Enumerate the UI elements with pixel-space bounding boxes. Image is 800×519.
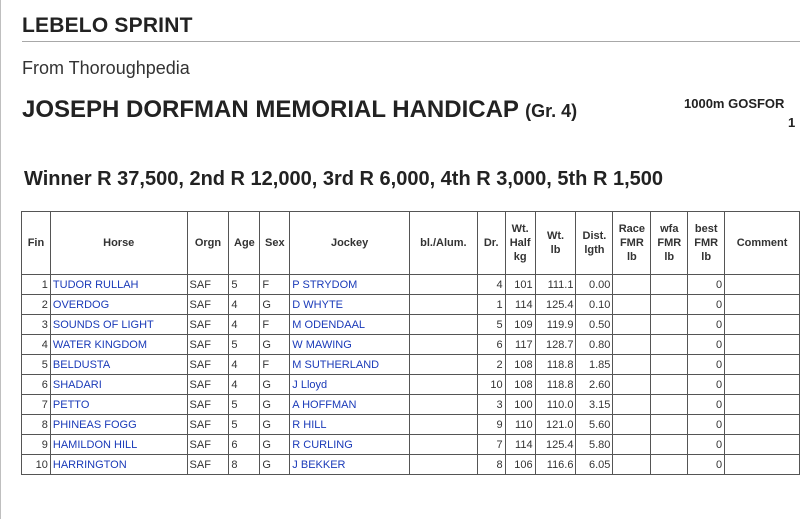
cell-comment [725, 435, 800, 455]
cell-horse-link[interactable]: PHINEAS FOGG [50, 415, 187, 435]
cell-wt-lb: 118.8 [535, 355, 576, 375]
cell-age: 5 [229, 395, 260, 415]
cell-dist-lgth: 0.10 [576, 295, 613, 315]
table-row [22, 275, 800, 295]
cell-best-fmr: 0 [688, 335, 725, 355]
cell-dr: 7 [477, 435, 505, 455]
title-divider [22, 41, 800, 42]
cell-horse-link[interactable]: SOUNDS OF LIGHT [50, 315, 187, 335]
cell-dist-lgth: 1.85 [576, 355, 613, 375]
cell-fin: 1 [22, 275, 51, 295]
cell-best-fmr: 0 [688, 415, 725, 435]
cell-dr: 4 [477, 275, 505, 295]
cell-jockey-link[interactable]: M ODENDAAL [290, 315, 410, 335]
cell-horse-link[interactable]: PETTO [50, 395, 187, 415]
cell-race-fmr [613, 375, 651, 395]
cell-horse-link[interactable]: WATER KINGDOM [50, 335, 187, 355]
cell-sex: G [260, 415, 290, 435]
cell-sex: G [260, 395, 290, 415]
cell-comment [725, 295, 800, 315]
cell-wt-half-kg: 100 [505, 395, 535, 415]
cell-best-fmr: 0 [688, 355, 725, 375]
cell-age: 5 [229, 415, 260, 435]
cell-orgn: SAF [187, 415, 229, 435]
cell-wfa-fmr [651, 455, 688, 475]
cell-horse-link[interactable]: BELDUSTA [50, 355, 187, 375]
table-row [22, 415, 800, 435]
cell-wt-half-kg: 114 [505, 295, 535, 315]
cell-horse-link[interactable]: HARRINGTON [50, 455, 187, 475]
race-name: JOSEPH DORFMAN MEMORIAL HANDICAP [22, 96, 519, 123]
col-header-wt-half-kg: Wt. Half kg [505, 212, 535, 275]
cell-sex: G [260, 295, 290, 315]
col-header-dist-lgth: Dist. lgth [576, 212, 613, 275]
cell-wt-lb: 110.0 [535, 395, 576, 415]
cell-dist-lgth: 5.60 [576, 415, 613, 435]
cell-horse-link[interactable]: HAMILDON HILL [50, 435, 187, 455]
cell-jockey-link[interactable]: R HILL [290, 415, 410, 435]
cell-race-fmr [613, 395, 651, 415]
cell-dist-lgth: 3.15 [576, 395, 613, 415]
col-header-age: Age [229, 212, 260, 275]
cell-jockey-link[interactable]: J Lloyd [290, 375, 410, 395]
cell-blalum [409, 455, 477, 475]
cell-best-fmr: 0 [688, 295, 725, 315]
cell-jockey-link[interactable]: J BEKKER [290, 455, 410, 475]
cell-horse-link[interactable]: SHADARI [50, 375, 187, 395]
table-row [22, 395, 800, 415]
cell-wt-half-kg: 117 [505, 335, 535, 355]
cell-jockey-link[interactable]: P STRYDOM [290, 275, 410, 295]
cell-orgn: SAF [187, 455, 229, 475]
cell-blalum [409, 335, 477, 355]
cell-wt-lb: 125.4 [535, 435, 576, 455]
race-number: 1 [788, 115, 796, 130]
cell-age: 5 [229, 275, 260, 295]
cell-age: 8 [229, 455, 260, 475]
cell-best-fmr: 0 [688, 395, 725, 415]
cell-best-fmr: 0 [688, 455, 725, 475]
cell-age: 4 [229, 315, 260, 335]
cell-wfa-fmr [651, 375, 688, 395]
cell-race-fmr [613, 295, 651, 315]
cell-race-fmr [613, 275, 651, 295]
cell-comment [725, 415, 800, 435]
cell-wt-half-kg: 101 [505, 275, 535, 295]
cell-comment [725, 395, 800, 415]
cell-best-fmr: 0 [688, 375, 725, 395]
cell-age: 4 [229, 355, 260, 375]
cell-best-fmr: 0 [688, 275, 725, 295]
cell-wt-lb: 121.0 [535, 415, 576, 435]
cell-sex: G [260, 375, 290, 395]
cell-jockey-link[interactable]: A HOFFMAN [290, 395, 410, 415]
cell-sex: G [260, 435, 290, 455]
col-header-comment: Comment [725, 212, 800, 275]
cell-race-fmr [613, 315, 651, 335]
cell-age: 6 [229, 435, 260, 455]
prize-money: Winner R 37,500, 2nd R 12,000, 3rd R 6,000, 4th R 3,000, 5th R 1,500 [24, 168, 664, 190]
cell-dist-lgth: 2.60 [576, 375, 613, 395]
col-header-fin: Fin [22, 212, 51, 275]
cell-wt-half-kg: 106 [505, 455, 535, 475]
cell-sex: G [260, 455, 290, 475]
cell-best-fmr: 0 [688, 435, 725, 455]
col-header-dr: Dr. [477, 212, 505, 275]
cell-dr: 1 [477, 295, 505, 315]
col-header-jockey: Jockey [290, 212, 410, 275]
cell-dist-lgth: 0.00 [576, 275, 613, 295]
cell-wt-lb: 118.8 [535, 375, 576, 395]
cell-wt-lb: 119.9 [535, 315, 576, 335]
col-header-wt-lb: Wt. lb [535, 212, 576, 275]
cell-blalum [409, 315, 477, 335]
table-row [22, 455, 800, 475]
cell-sex: F [260, 355, 290, 375]
cell-comment [725, 375, 800, 395]
header-row [22, 212, 800, 275]
page-title: LEBELO SPRINT [22, 14, 193, 37]
cell-wt-half-kg: 108 [505, 355, 535, 375]
cell-fin: 4 [22, 335, 51, 355]
site-subtitle: From Thoroughpedia [22, 58, 190, 78]
cell-wfa-fmr [651, 415, 688, 435]
race-grade: (Gr. 4) [525, 101, 578, 121]
cell-wt-lb: 116.6 [535, 455, 576, 475]
race-heading [22, 96, 577, 124]
cell-dr: 9 [477, 415, 505, 435]
cell-horse-link[interactable]: TUDOR RULLAH [50, 275, 187, 295]
cell-wt-lb: 125.4 [535, 295, 576, 315]
cell-sex: F [260, 315, 290, 335]
cell-race-fmr [613, 335, 651, 355]
cell-age: 5 [229, 335, 260, 355]
cell-blalum [409, 415, 477, 435]
cell-horse-link[interactable]: OVERDOG [50, 295, 187, 315]
cell-comment [725, 275, 800, 295]
cell-race-fmr [613, 355, 651, 375]
cell-comment [725, 335, 800, 355]
cell-dist-lgth: 0.50 [576, 315, 613, 335]
cell-age: 4 [229, 295, 260, 315]
cell-blalum [409, 275, 477, 295]
col-header-blalum: bl./Alum. [409, 212, 477, 275]
cell-sex: F [260, 275, 290, 295]
results-table [21, 211, 800, 475]
cell-jockey-link[interactable]: M SUTHERLAND [290, 355, 410, 375]
cell-fin: 2 [22, 295, 51, 315]
cell-fin: 8 [22, 415, 51, 435]
table-row [22, 315, 800, 335]
cell-fin: 7 [22, 395, 51, 415]
cell-orgn: SAF [187, 355, 229, 375]
cell-dist-lgth: 5.80 [576, 435, 613, 455]
cell-orgn: SAF [187, 315, 229, 335]
col-header-horse: Horse [50, 212, 187, 275]
cell-wfa-fmr [651, 315, 688, 335]
cell-orgn: SAF [187, 295, 229, 315]
cell-wfa-fmr [651, 275, 688, 295]
cell-orgn: SAF [187, 395, 229, 415]
cell-fin: 3 [22, 315, 51, 335]
cell-dr: 8 [477, 455, 505, 475]
cell-jockey-link[interactable]: W MAWING [290, 335, 410, 355]
table-row [22, 435, 800, 455]
cell-blalum [409, 435, 477, 455]
cell-jockey-link[interactable]: D WHYTE [290, 295, 410, 315]
cell-fin: 5 [22, 355, 51, 375]
cell-wt-half-kg: 110 [505, 415, 535, 435]
cell-orgn: SAF [187, 375, 229, 395]
cell-blalum [409, 295, 477, 315]
cell-comment [725, 355, 800, 375]
cell-dist-lgth: 0.80 [576, 335, 613, 355]
race-distance-venue: 1000m GOSFOR [684, 96, 785, 111]
cell-dr: 3 [477, 395, 505, 415]
cell-orgn: SAF [187, 275, 229, 295]
cell-dist-lgth: 6.05 [576, 455, 613, 475]
cell-wt-lb: 128.7 [535, 335, 576, 355]
cell-age: 4 [229, 375, 260, 395]
table-row [22, 335, 800, 355]
cell-fin: 6 [22, 375, 51, 395]
table-row [22, 375, 800, 395]
table-row [22, 295, 800, 315]
cell-jockey-link[interactable]: R CURLING [290, 435, 410, 455]
cell-comment [725, 455, 800, 475]
col-header-orgn: Orgn [187, 212, 229, 275]
cell-orgn: SAF [187, 335, 229, 355]
cell-sex: G [260, 335, 290, 355]
cell-race-fmr [613, 455, 651, 475]
table-row [22, 355, 800, 375]
cell-wfa-fmr [651, 435, 688, 455]
cell-wt-lb: 111.1 [535, 275, 576, 295]
cell-fin: 9 [22, 435, 51, 455]
cell-race-fmr [613, 415, 651, 435]
cell-dr: 6 [477, 335, 505, 355]
cell-wt-half-kg: 108 [505, 375, 535, 395]
col-header-race-fmr: Race FMR lb [613, 212, 651, 275]
cell-wt-half-kg: 114 [505, 435, 535, 455]
cell-dr: 2 [477, 355, 505, 375]
cell-orgn: SAF [187, 435, 229, 455]
cell-best-fmr: 0 [688, 315, 725, 335]
cell-wfa-fmr [651, 295, 688, 315]
cell-wfa-fmr [651, 395, 688, 415]
cell-race-fmr [613, 435, 651, 455]
cell-wfa-fmr [651, 355, 688, 375]
col-header-best-fmr: best FMR lb [688, 212, 725, 275]
cell-comment [725, 315, 800, 335]
col-header-wfa-fmr: wfa FMR lb [651, 212, 688, 275]
cell-blalum [409, 355, 477, 375]
cell-dr: 5 [477, 315, 505, 335]
cell-wfa-fmr [651, 335, 688, 355]
page-left-border [0, 0, 1, 519]
col-header-sex: Sex [260, 212, 290, 275]
cell-wt-half-kg: 109 [505, 315, 535, 335]
cell-blalum [409, 375, 477, 395]
cell-fin: 10 [22, 455, 51, 475]
cell-dr: 10 [477, 375, 505, 395]
cell-blalum [409, 395, 477, 415]
